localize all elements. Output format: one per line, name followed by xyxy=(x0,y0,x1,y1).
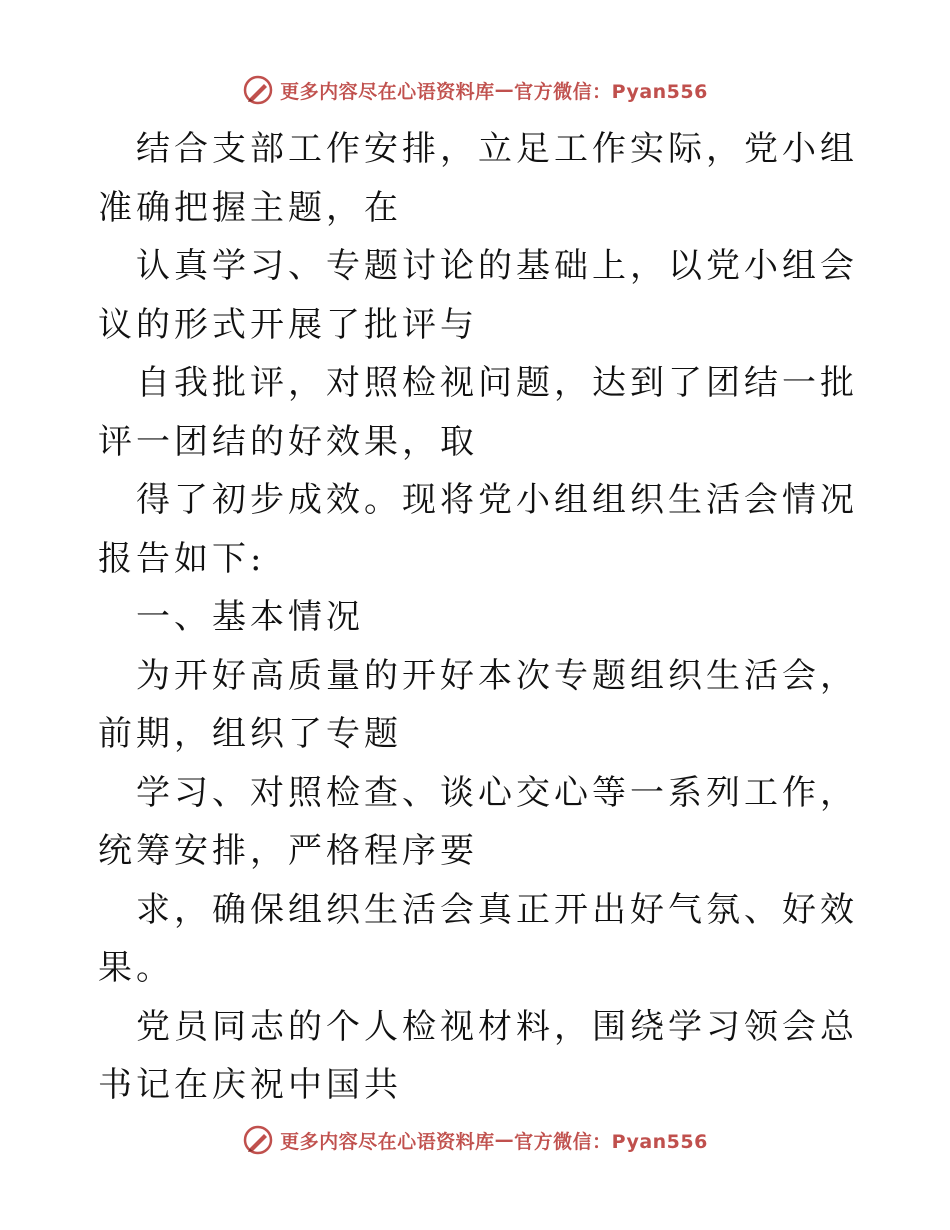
paragraph: 得了初步成效。现将党小组组织生活会情况报告如下: xyxy=(98,480,858,579)
paragraph: 结合支部工作安排，立足工作实际，党小组准确把握主题，在 xyxy=(98,129,858,228)
paragraph: 认真学习、专题讨论的基础上，以党小组会议的形式开展了批评与 xyxy=(98,246,858,345)
footer-banner xyxy=(0,1120,950,1160)
document-body xyxy=(98,120,858,1115)
paragraph: 学习、对照检查、谈心交心等一系列工作，统筹安排，严格程序要 xyxy=(98,772,858,871)
paragraph: 为开好高质量的开好本次专题组织生活会，前期，组织了专题 xyxy=(98,655,858,754)
quill-pen-icon xyxy=(242,1124,274,1156)
quill-pen-icon xyxy=(242,74,274,106)
banner-wechat-text: 官方微信：Pyan556 xyxy=(514,1130,708,1153)
banner-wechat-text: 官方微信：Pyan556 xyxy=(514,80,708,103)
paragraph: 党员同志的个人检视材料，围绕学习领会总书记在庆祝中国共 xyxy=(98,1006,858,1105)
paragraph: 求，确保组织生活会真正开出好气氛、好效果。 xyxy=(98,889,858,988)
banner-separator: — xyxy=(494,79,515,101)
banner-separator: — xyxy=(494,1129,515,1151)
section-heading: 一、基本情况 xyxy=(136,597,364,637)
banner-site-text: 更多内容尽在心语资料库 xyxy=(280,80,495,103)
banner-site-text: 更多内容尽在心语资料库 xyxy=(280,1130,495,1153)
paragraph: 自我批评，对照检视问题，达到了团结一批评一团结的好效果，取 xyxy=(98,363,858,462)
header-banner xyxy=(0,70,950,110)
